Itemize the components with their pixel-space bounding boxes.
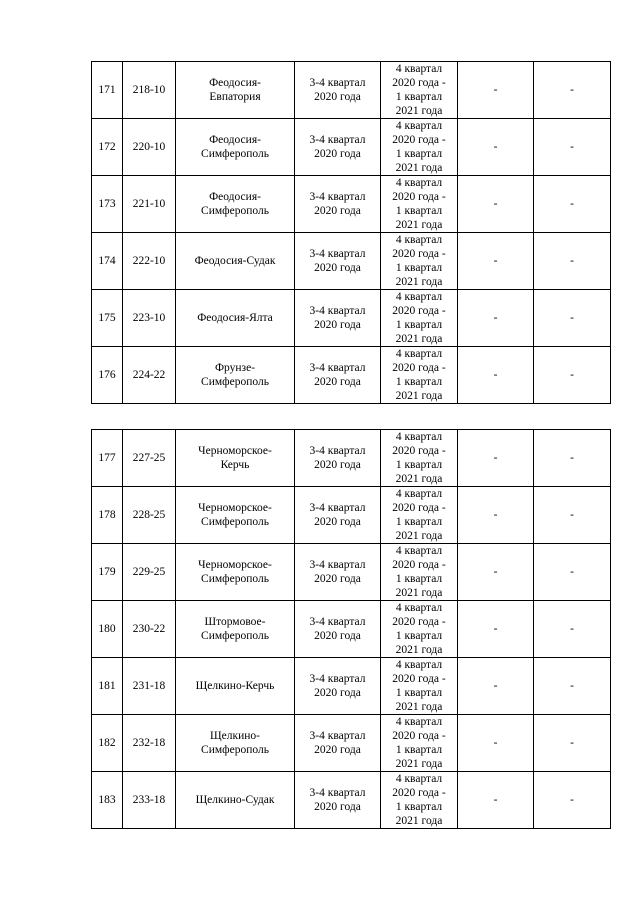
start-period-cell: 3-4 квартал 2020 года xyxy=(295,176,381,233)
route-name-cell: Феодосия-Ялта xyxy=(176,290,295,347)
end-period-cell: 4 квартал 2020 года - 1 квартал 2021 года xyxy=(381,347,458,404)
column-7-cell: - xyxy=(534,233,611,290)
route-code-cell: 221-10 xyxy=(123,176,176,233)
table-row xyxy=(92,233,611,290)
table-row xyxy=(92,290,611,347)
table-row xyxy=(92,487,611,544)
route-number-cell: 175 xyxy=(92,290,123,347)
table-row xyxy=(92,430,611,487)
column-7-cell: - xyxy=(534,601,611,658)
column-6-cell: - xyxy=(458,62,534,119)
start-period-cell: 3-4 квартал 2020 года xyxy=(295,772,381,829)
column-6-cell: - xyxy=(458,715,534,772)
route-code-cell: 222-10 xyxy=(123,233,176,290)
route-code-cell: 233-18 xyxy=(123,772,176,829)
route-name-cell: Щелкино- Симферополь xyxy=(176,715,295,772)
route-number-cell: 178 xyxy=(92,487,123,544)
end-period-cell: 4 квартал 2020 года - 1 квартал 2021 года xyxy=(381,658,458,715)
start-period-cell: 3-4 квартал 2020 года xyxy=(295,544,381,601)
route-number-cell: 177 xyxy=(92,430,123,487)
start-period-cell: 3-4 квартал 2020 года xyxy=(295,430,381,487)
route-code-cell: 230-22 xyxy=(123,601,176,658)
column-7-cell: - xyxy=(534,430,611,487)
start-period-cell: 3-4 квартал 2020 года xyxy=(295,715,381,772)
route-name-cell: Щелкино-Керчь xyxy=(176,658,295,715)
route-name-cell: Щелкино-Судак xyxy=(176,772,295,829)
end-period-cell: 4 квартал 2020 года - 1 квартал 2021 года xyxy=(381,119,458,176)
routes-table-body xyxy=(92,62,611,404)
start-period-cell: 3-4 квартал 2020 года xyxy=(295,119,381,176)
route-code-cell: 231-18 xyxy=(123,658,176,715)
route-number-cell: 179 xyxy=(92,544,123,601)
end-period-cell: 4 квартал 2020 года - 1 квартал 2021 года xyxy=(381,715,458,772)
route-code-cell: 228-25 xyxy=(123,487,176,544)
route-number-cell: 182 xyxy=(92,715,123,772)
column-7-cell: - xyxy=(534,658,611,715)
column-6-cell: - xyxy=(458,772,534,829)
route-code-cell: 232-18 xyxy=(123,715,176,772)
end-period-cell: 4 квартал 2020 года - 1 квартал 2021 года xyxy=(381,601,458,658)
table-row xyxy=(92,62,611,119)
routes-table-bottom xyxy=(91,429,611,829)
column-7-cell: - xyxy=(534,62,611,119)
route-code-cell: 223-10 xyxy=(123,290,176,347)
table-row xyxy=(92,544,611,601)
route-number-cell: 171 xyxy=(92,62,123,119)
route-name-cell: Феодосия- Евпатория xyxy=(176,62,295,119)
end-period-cell: 4 квартал 2020 года - 1 квартал 2021 года xyxy=(381,430,458,487)
end-period-cell: 4 квартал 2020 года - 1 квартал 2021 года xyxy=(381,772,458,829)
route-name-cell: Черноморское- Керчь xyxy=(176,430,295,487)
column-7-cell: - xyxy=(534,119,611,176)
column-7-cell: - xyxy=(534,544,611,601)
start-period-cell: 3-4 квартал 2020 года xyxy=(295,487,381,544)
column-7-cell: - xyxy=(534,347,611,404)
route-name-cell: Феодосия- Симферополь xyxy=(176,119,295,176)
end-period-cell: 4 квартал 2020 года - 1 квартал 2021 года xyxy=(381,176,458,233)
start-period-cell: 3-4 квартал 2020 года xyxy=(295,347,381,404)
column-6-cell: - xyxy=(458,176,534,233)
column-7-cell: - xyxy=(534,176,611,233)
column-6-cell: - xyxy=(458,290,534,347)
column-6-cell: - xyxy=(458,347,534,404)
column-7-cell: - xyxy=(534,487,611,544)
column-6-cell: - xyxy=(458,658,534,715)
route-code-cell: 218-10 xyxy=(123,62,176,119)
route-number-cell: 172 xyxy=(92,119,123,176)
start-period-cell: 3-4 квартал 2020 года xyxy=(295,601,381,658)
route-name-cell: Штормовое- Симферополь xyxy=(176,601,295,658)
table-row xyxy=(92,347,611,404)
table-row xyxy=(92,176,611,233)
end-period-cell: 4 квартал 2020 года - 1 квартал 2021 года xyxy=(381,544,458,601)
route-name-cell: Феодосия- Симферополь xyxy=(176,176,295,233)
start-period-cell: 3-4 квартал 2020 года xyxy=(295,62,381,119)
route-number-cell: 176 xyxy=(92,347,123,404)
column-6-cell: - xyxy=(458,487,534,544)
routes-table-body xyxy=(92,430,611,829)
end-period-cell: 4 квартал 2020 года - 1 квартал 2021 года xyxy=(381,233,458,290)
column-7-cell: - xyxy=(534,715,611,772)
route-number-cell: 181 xyxy=(92,658,123,715)
column-6-cell: - xyxy=(458,119,534,176)
route-code-cell: 220-10 xyxy=(123,119,176,176)
route-name-cell: Фрунзе- Симферополь xyxy=(176,347,295,404)
column-6-cell: - xyxy=(458,601,534,658)
route-name-cell: Феодосия-Судак xyxy=(176,233,295,290)
table-row xyxy=(92,772,611,829)
route-number-cell: 180 xyxy=(92,601,123,658)
table-row xyxy=(92,715,611,772)
end-period-cell: 4 квартал 2020 года - 1 квартал 2021 года xyxy=(381,62,458,119)
table-row xyxy=(92,119,611,176)
column-6-cell: - xyxy=(458,233,534,290)
route-number-cell: 174 xyxy=(92,233,123,290)
column-6-cell: - xyxy=(458,430,534,487)
start-period-cell: 3-4 квартал 2020 года xyxy=(295,290,381,347)
start-period-cell: 3-4 квартал 2020 года xyxy=(295,658,381,715)
column-7-cell: - xyxy=(534,772,611,829)
column-6-cell: - xyxy=(458,544,534,601)
routes-table-top xyxy=(91,61,611,404)
route-name-cell: Черноморское- Симферополь xyxy=(176,487,295,544)
route-code-cell: 224-22 xyxy=(123,347,176,404)
column-7-cell: - xyxy=(534,290,611,347)
route-number-cell: 183 xyxy=(92,772,123,829)
route-name-cell: Черноморское- Симферополь xyxy=(176,544,295,601)
table-row xyxy=(92,658,611,715)
route-code-cell: 227-25 xyxy=(123,430,176,487)
end-period-cell: 4 квартал 2020 года - 1 квартал 2021 года xyxy=(381,487,458,544)
table-row xyxy=(92,601,611,658)
start-period-cell: 3-4 квартал 2020 года xyxy=(295,233,381,290)
route-code-cell: 229-25 xyxy=(123,544,176,601)
route-number-cell: 173 xyxy=(92,176,123,233)
end-period-cell: 4 квартал 2020 года - 1 квартал 2021 года xyxy=(381,290,458,347)
